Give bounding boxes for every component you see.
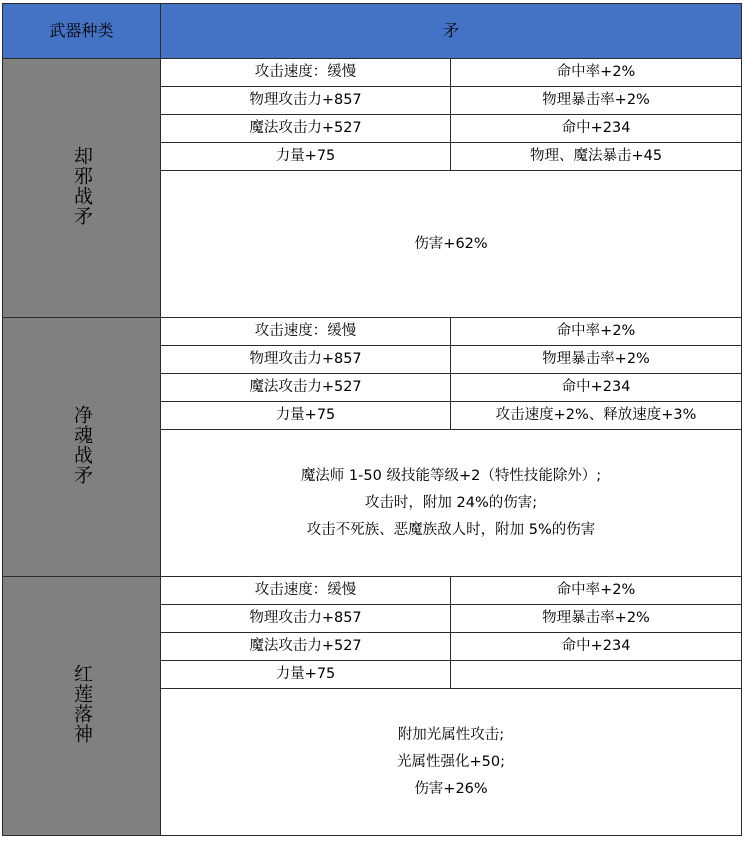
header-row bbox=[3, 4, 742, 59]
effect-cell: 魔法师 1-50 级技能等级+2（特性技能除外）; 攻击时，附加 24%的伤害; 攻击不死族、恶魔族敌人时，附加 5%的伤害 bbox=[161, 430, 742, 577]
weapon-name-cell bbox=[3, 318, 161, 577]
stat-cell: 命中率+2% bbox=[451, 59, 742, 87]
stat-cell: 攻击速度：缓慢 bbox=[161, 318, 451, 346]
weapon-name: 红莲落神 bbox=[70, 664, 93, 744]
stat-cell: 物理暴击率+2% bbox=[451, 87, 742, 115]
stat-cell: 命中率+2% bbox=[451, 577, 742, 605]
weapon-name-cell bbox=[3, 577, 161, 836]
stat-cell: 力量+75 bbox=[161, 402, 451, 430]
table-row bbox=[3, 577, 742, 605]
weapon-name: 却邪战矛 bbox=[70, 146, 93, 226]
stat-cell: 魔法攻击力+527 bbox=[161, 374, 451, 402]
stat-cell: 攻击速度：缓慢 bbox=[161, 577, 451, 605]
stat-cell bbox=[451, 661, 742, 689]
stat-cell: 攻击速度：缓慢 bbox=[161, 59, 451, 87]
effect-cell: 附加光属性攻击; 光属性强化+50; 伤害+26% bbox=[161, 689, 742, 836]
stat-cell: 命中+234 bbox=[451, 115, 742, 143]
stat-cell: 物理攻击力+857 bbox=[161, 605, 451, 633]
weapon-name-cell bbox=[3, 59, 161, 318]
weapon-type: 矛 bbox=[161, 4, 742, 59]
effect-cell: 伤害+62% bbox=[161, 171, 742, 318]
table-row bbox=[3, 318, 742, 346]
table-row bbox=[3, 59, 742, 87]
stat-cell: 物理暴击率+2% bbox=[451, 605, 742, 633]
stat-cell: 力量+75 bbox=[161, 661, 451, 689]
stat-cell: 物理暴击率+2% bbox=[451, 346, 742, 374]
stat-cell: 魔法攻击力+527 bbox=[161, 115, 451, 143]
stat-cell: 命中率+2% bbox=[451, 318, 742, 346]
stat-cell: 命中+234 bbox=[451, 633, 742, 661]
stat-cell: 力量+75 bbox=[161, 143, 451, 171]
weapon-table bbox=[2, 3, 742, 836]
stat-cell: 物理攻击力+857 bbox=[161, 346, 451, 374]
weapon-name: 净魂战矛 bbox=[70, 405, 93, 485]
stat-cell: 物理、魔法暴击+45 bbox=[451, 143, 742, 171]
stat-cell: 魔法攻击力+527 bbox=[161, 633, 451, 661]
stat-cell: 物理攻击力+857 bbox=[161, 87, 451, 115]
category-label: 武器种类 bbox=[3, 4, 161, 59]
stat-cell: 攻击速度+2%、释放速度+3% bbox=[451, 402, 742, 430]
stat-cell: 命中+234 bbox=[451, 374, 742, 402]
